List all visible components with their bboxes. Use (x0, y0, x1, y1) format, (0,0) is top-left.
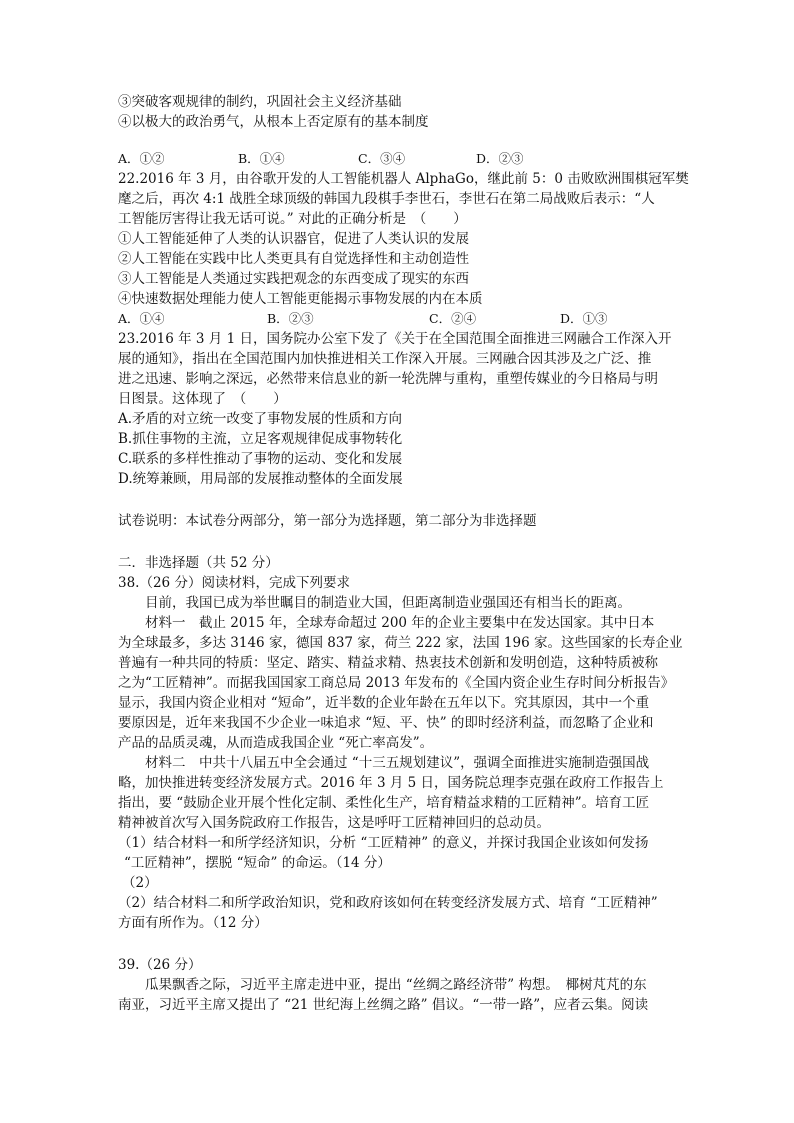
q23-option: C.联系的多样性推动了事物的运动、变化和发展 (118, 451, 403, 467)
q38-material-line: 之为“工匠精神”。而据我国国家工商总局 2013 年发布的《全国内资企业生存时间分析报告》 (118, 675, 675, 691)
exam-page (118, 92, 689, 1015)
q22-item: ②人工智能在实践中比人类更具有自觉选择性和主动创造性 (118, 251, 469, 267)
q38-material-line: 显示，我国内资企业相对 “短命”，近半数的企业年龄在五年以下。究其原因，其中一个重 (118, 695, 650, 711)
q21-option-b: B．①④ (238, 151, 285, 166)
q22-item: ①人工智能延伸了人类的认识器官，促进了人类认识的发展 (118, 231, 469, 247)
q22-answer-options (118, 309, 678, 329)
q38-material-line: 指出，要 “鼓励企业开展个性化定制、柔性化生产，培育精益求精的工匠精神”。培育工匠 (118, 795, 650, 811)
q21-option-d: D．②③ (476, 151, 524, 166)
q38-material-line: 要原因是，近年来我国不少企业一味追求 “短、平、快” 的即时经济利益，而忽略了企业和 (118, 715, 654, 731)
q23-option: A.矛盾的对立统一改变了事物发展的性质和方向 (118, 411, 403, 427)
q38-material-line: 为全球最多，多达 3146 家，德国 837 家，荷兰 222 家，法国 196 家。这些国家的长寿企业 (118, 635, 683, 651)
q38-material-line: 材料一 截止 2015 年，全球寿命超过 200 年的企业主要集中在发达国家。其中日本 (145, 615, 655, 631)
section-heading: 二．非选择题（共 52 分） (118, 555, 279, 571)
option-line-3: ③突破客观规律的制约，巩固社会主义经济基础 (118, 94, 402, 110)
q22-stem-line: 工智能厉害得让我无话可说。” 对此的正确分析是 （ ） (118, 211, 467, 227)
option-line-4: ④以极大的政治勇气，从根本上否定原有的基本制度 (118, 114, 429, 130)
q22-stem-line: 22.2016 年 3 月，由谷歌开发的人工智能机器人 AlphaGo，继此前 5：0 击败欧洲围棋冠军樊 (118, 171, 689, 187)
q22-option-b: B．②③ (267, 311, 314, 326)
q22-option-a: A．①④ (118, 311, 165, 326)
q23-stem-line: 日图景。这体现了 （ ） (118, 391, 287, 407)
exam-note: 试卷说明：本试卷分两部分，第一部分为选择题，第二部分为非选择题 (118, 513, 537, 529)
q38-material-line: 目前，我国已成为举世瞩目的制造业大国，但距离制造业强国还有相当长的距离。 (145, 595, 631, 611)
q21-option-c: C．③④ (358, 151, 406, 166)
q38-material-line: 略，加快推进转变经济发展方式。2016 年 3 月 5 日，国务院总理李克强在政府工作报告上 (118, 775, 664, 791)
q22-option-d: D．①③ (560, 311, 608, 326)
q23-stem-line: 展的通知》，指出在全国范围内加快推进相关工作深入开展。三网融合因其涉及之广泛、推 (118, 351, 652, 367)
q22-item: ③人工智能是人类通过实践把观念的东西变成了现实的东西 (118, 271, 469, 287)
q38-material-line: 材料二 中共十八届五中全会通过 “十三五规划建议”，强调全面推进实施制造强国战 (145, 755, 650, 771)
q23-option: D.统筹兼顾，用局部的发展推动整体的全面发展 (118, 471, 403, 487)
q21-option-a: A．①② (118, 151, 165, 166)
q38-subquestion: 方面有所作为。（12 分） (118, 915, 268, 931)
q23-option: B.抓住事物的主流，立足客观规律促成事物转化 (118, 431, 403, 447)
q23-stem-line: 23.2016 年 3 月 1 日，国务院办公室下发了《关于在全国范围全面推进三网融合工作深入开 (118, 331, 672, 347)
q22-stem-line: 麾之后，再次 4:1 战胜全球顶级的韩国九段棋手李世石，李世石在第二局战败后表示：“人 (118, 191, 655, 207)
q22-item: ④快速数据处理能力使人工智能更能揭示事物发展的内在本质 (118, 291, 483, 307)
q38-material-line: 精神被首次写入国务院政府工作报告，这是呼吁工匠精神回归的总动员。 (118, 815, 550, 831)
q38-subquestion: “工匠精神”，摆脱 “短命” 的命运。（14 分） (124, 855, 391, 871)
q38-subquestion: （1）结合材料一和所学经济知识，分析 “工匠精神” 的意义，并探讨我国企业该如何发扬 (118, 835, 649, 851)
q21-answer-options (118, 149, 678, 169)
q38-subquestion: （2） (122, 875, 158, 891)
q39-heading: 39.（26 分） (118, 957, 202, 973)
q22-option-c: C．②④ (429, 311, 477, 326)
q23-stem-line: 进之迅速、影响之深远，必然带来信息业的新一轮洗牌与重构，重塑传媒业的今日格局与明 (118, 371, 658, 387)
q38-heading: 38.（26 分）阅读材料，完成下列要求 (118, 575, 350, 591)
q38-subquestion: （2）结合材料二和所学政治知识，党和政府该如何在转变经济发展方式、培育 “工匠精神” (118, 895, 658, 911)
q39-material-line: 瓜果飘香之际，习近平主席走进中亚，提出 “丝绸之路经济带” 构想。 椰树芃芃的东 (145, 977, 647, 993)
q38-material-line: 产品的品质灵魂，从而造成我国企业 “死亡率高发”。 (118, 735, 434, 751)
q38-material-line: 普遍有一种共同的特质：坚定、踏实、精益求精、热衷技术创新和发明创造，这种特质被称 (118, 655, 658, 671)
q39-material-line: 南亚，习近平主席又提出了 “21 世纪海上丝绸之路” 倡议。“一带一路”，应者云集。阅读 (118, 997, 649, 1013)
